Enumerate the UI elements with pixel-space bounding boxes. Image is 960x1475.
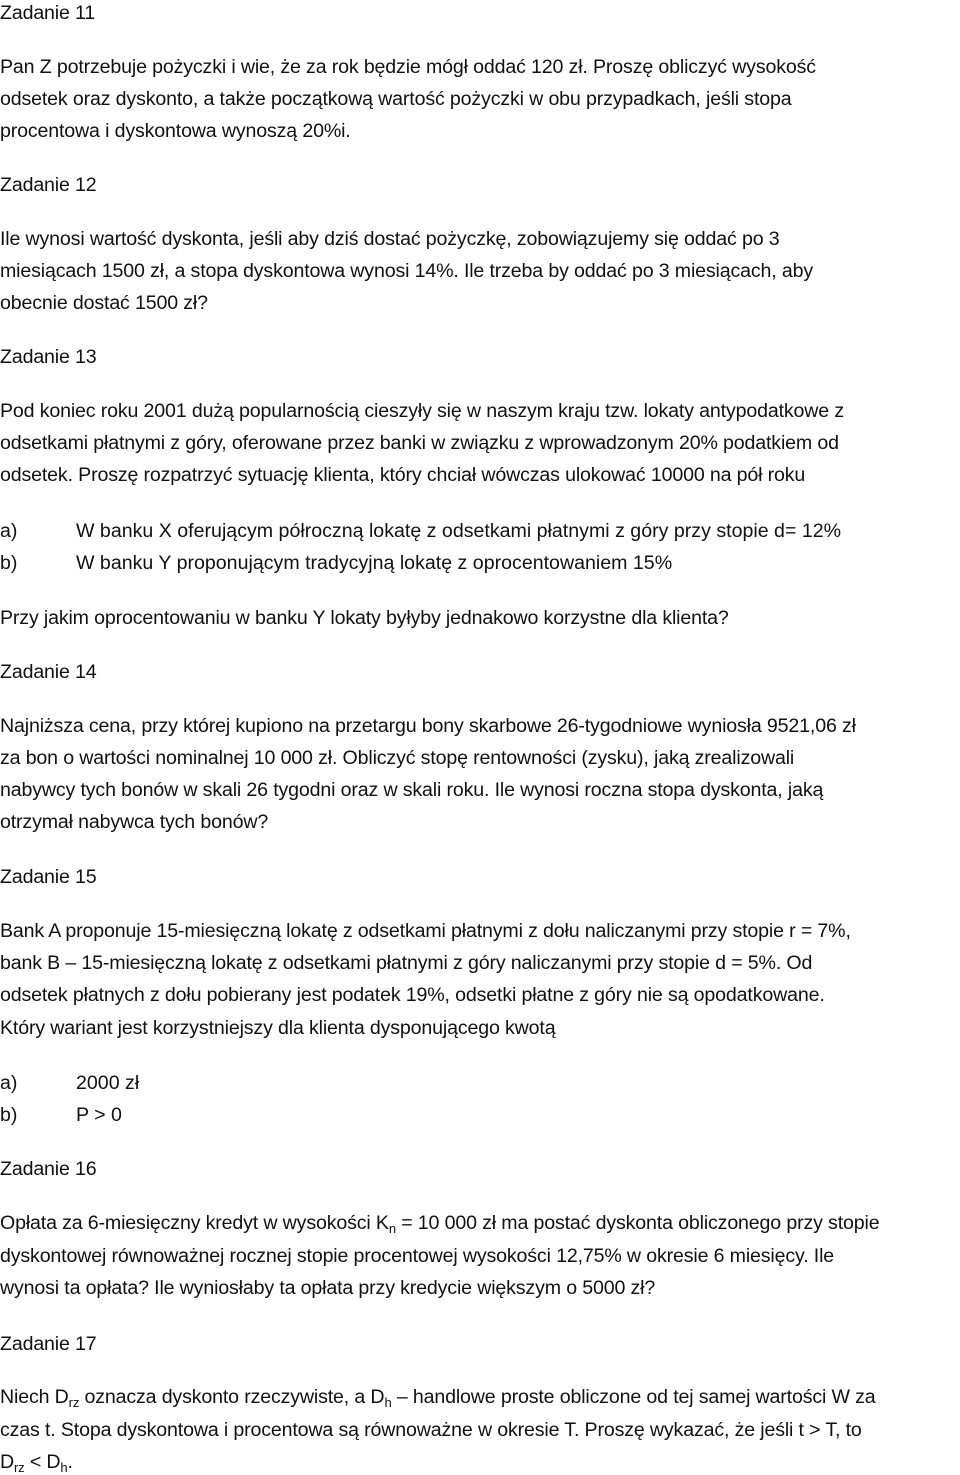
task-15-line-4: Który wariant jest korzystniejszy dla klienta dysponującego kwotą bbox=[0, 1017, 556, 1039]
task-17-title: Zadanie 17 bbox=[0, 1333, 97, 1355]
option-marker: a) bbox=[0, 1072, 18, 1094]
task-15-line-3: odsetek płatnych z dołu pobierany jest podatek 19%, odsetki płatne z góry nie są opodatkowane. bbox=[0, 984, 825, 1006]
task-13-option-b bbox=[0, 551, 960, 575]
text-run: = 10 000 zł ma postać dyskonta obliczonego przy stopie bbox=[395, 1212, 880, 1234]
option-text: P > 0 bbox=[76, 1104, 122, 1126]
text-run: – handlowe proste obliczone od tej samej wartości W za bbox=[391, 1386, 876, 1408]
task-13-option-a bbox=[0, 519, 960, 543]
task-14-title: Zadanie 14 bbox=[0, 661, 97, 683]
task-17-line-2: czas t. Stopa dyskontowa i procentowa są równoważne w okresie T. Proszę wykazać, że jeśli t > T, to bbox=[0, 1419, 862, 1441]
option-marker: b) bbox=[0, 1104, 18, 1126]
task-14-line-2: za bon o wartości nominalnej 10 000 zł. Obliczyć stopę rentowności (zysku), jaką zrealizowali bbox=[0, 747, 795, 769]
task-12-line-1: Ile wynosi wartość dyskonta, jeśli aby dziś dostać pożyczkę, zobowiązujemy się oddać po 3 bbox=[0, 228, 780, 250]
task-14-line-1: Najniższa cena, przy której kupiono na przetargu bony skarbowe 26-tygodniowe wyniosła 9521,06 zł bbox=[0, 715, 856, 737]
task-12-line-3: obecnie dostać 1500 zł? bbox=[0, 292, 208, 314]
text-run: < D bbox=[24, 1451, 61, 1473]
text-run: Opłata za 6-miesięczny kredyt w wysokości K bbox=[0, 1212, 389, 1234]
task-11-line-3: procentowa i dyskontowa wynoszą 20%i. bbox=[0, 120, 351, 142]
task-15-title: Zadanie 15 bbox=[0, 866, 97, 888]
text-run: Niech D bbox=[0, 1386, 69, 1408]
option-marker: b) bbox=[0, 552, 18, 574]
task-14-line-3: nabywcy tych bonów w skali 26 tygodni oraz w skali roku. Ile wynosi roczna stopa dyskonta, jaką bbox=[0, 779, 824, 801]
task-15-option-a bbox=[0, 1071, 960, 1095]
subscript: h bbox=[384, 1395, 392, 1410]
task-12-line-2: miesiącach 1500 zł, a stopa dyskontowa wynosi 14%. Ile trzeba by oddać po 3 miesiącach, aby bbox=[0, 260, 814, 282]
text-run: D bbox=[0, 1451, 14, 1473]
task-13-question: Przy jakim oprocentowaniu w banku Y lokaty byłyby jednakowo korzystne dla klienta? bbox=[0, 607, 729, 629]
task-15-line-2: bank B – 15-miesięczną lokatę z odsetkami płatnymi z góry naliczanymi przy stopie d = 5%. Od bbox=[0, 952, 813, 974]
task-11-line-2: odsetek oraz dyskonto, a także początkową wartość pożyczki w obu przypadkach, jeśli stopa bbox=[0, 88, 792, 110]
option-text: W banku X oferującym półroczną lokatę z odsetkami płatnymi z góry przy stopie d= 12% bbox=[76, 520, 842, 542]
text-run: oznacza dyskonto rzeczywiste, a D bbox=[79, 1386, 385, 1408]
option-marker: a) bbox=[0, 520, 18, 542]
task-13-line-2: odsetkami płatnymi z góry, oferowane przez banki w związku z wprowadzonym 20% podatkiem od bbox=[0, 432, 839, 454]
subscript: rz bbox=[14, 1460, 25, 1475]
option-text: W banku Y proponującym tradycyjną lokatę z oprocentowaniem 15% bbox=[76, 552, 673, 574]
task-14-line-4: otrzymał nabywca tych bonów? bbox=[0, 811, 269, 833]
task-15-line-1: Bank A proponuje 15-miesięczną lokatę z odsetkami płatnymi z dołu naliczanymi przy stopie r = 7%, bbox=[0, 920, 851, 942]
task-11-line-1: Pan Z potrzebuje pożyczki i wie, że za rok będzie mógł oddać 120 zł. Proszę obliczyć wysokość bbox=[0, 56, 816, 78]
task-17-line-3 bbox=[0, 1450, 73, 1474]
task-17-line-1 bbox=[0, 1385, 876, 1409]
subscript: h bbox=[60, 1460, 68, 1475]
task-11-title: Zadanie 11 bbox=[0, 2, 96, 24]
task-13-line-1: Pod koniec roku 2001 dużą popularnością cieszyły się w naszym kraju tzw. lokaty antypodatkowe z bbox=[0, 400, 844, 422]
task-12-title: Zadanie 12 bbox=[0, 174, 97, 196]
subscript: rz bbox=[68, 1395, 80, 1410]
task-13-line-3: odsetek. Proszę rozpatrzyć sytuację klienta, który chciał wówczas ulokować 10000 na pół roku bbox=[0, 464, 806, 486]
task-16-line-3: wynosi ta opłata? Ile wyniosłaby ta opłata przy kredycie większym o 5000 zł? bbox=[0, 1277, 656, 1299]
subscript: n bbox=[388, 1221, 396, 1236]
task-16-title: Zadanie 16 bbox=[0, 1158, 97, 1180]
task-16-line-1 bbox=[0, 1211, 879, 1235]
option-text: 2000 zł bbox=[76, 1072, 140, 1094]
task-16-line-2: dyskontowej równoważnej rocznej stopie procentowej wysokości 12,75% w okresie 6 miesięcy. Ile bbox=[0, 1245, 835, 1267]
task-13-title: Zadanie 13 bbox=[0, 346, 97, 368]
text-run: . bbox=[67, 1451, 73, 1473]
task-15-option-b bbox=[0, 1103, 960, 1127]
